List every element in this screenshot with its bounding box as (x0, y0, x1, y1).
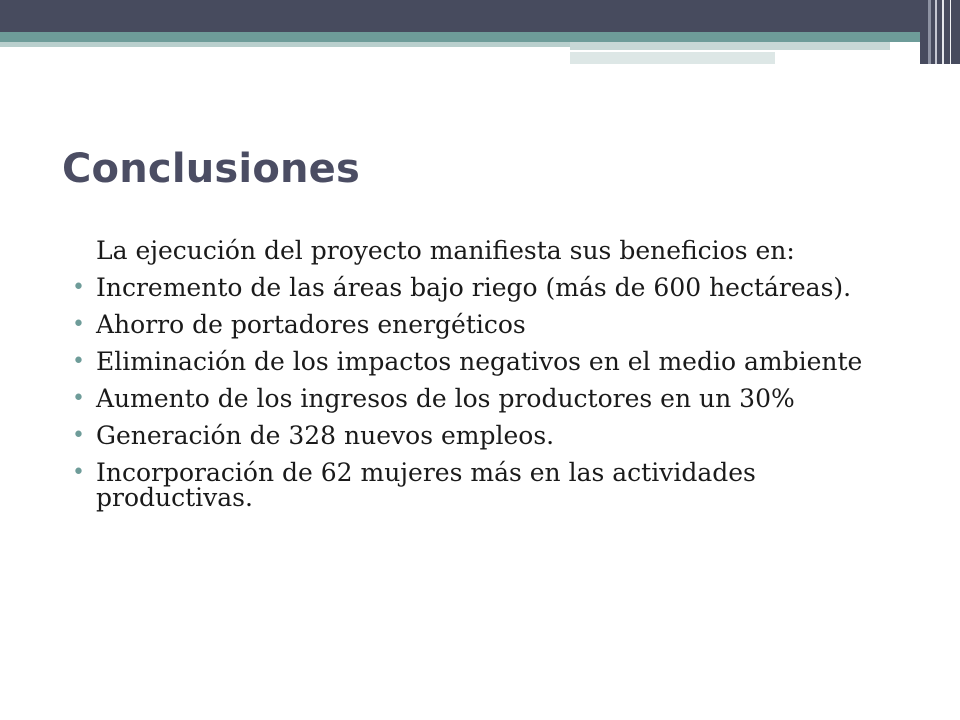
list-item-text: Incorporación de 62 mujeres más en las actividades productivas. (96, 458, 756, 512)
list-item-text: Eliminación de los impactos negativos en el medio ambiente (96, 347, 863, 376)
list-item (72, 421, 916, 450)
slide-body (72, 236, 916, 522)
intro-text: La ejecución del proyecto manifiesta sus beneficios en: (96, 236, 795, 265)
header-corner-line (942, 0, 944, 64)
list-item (72, 458, 916, 512)
bullet-list (72, 273, 916, 512)
header-band-light (0, 42, 570, 47)
bullet-icon: • (72, 386, 85, 411)
list-item-text: Ahorro de portadores energéticos (96, 310, 526, 339)
header-band-step-lower (570, 52, 775, 64)
list-item (72, 347, 916, 376)
bullet-icon: • (72, 349, 85, 374)
list-item-text: Incremento de las áreas bajo riego (más de 600 hectáreas). (96, 273, 852, 302)
header-band-step (570, 42, 890, 50)
bullet-icon: • (72, 423, 85, 448)
bullet-icon: • (72, 275, 85, 300)
header-corner-line (950, 0, 951, 64)
header-corner-strip (920, 0, 960, 64)
header-corner-line (928, 0, 931, 64)
header-corner-line (935, 0, 937, 64)
header-band-dark (0, 0, 960, 32)
slide-title: Conclusiones (62, 146, 361, 192)
list-item-text: Aumento de los ingresos de los productores en un 30% (96, 384, 795, 413)
list-item (72, 310, 916, 339)
bullet-icon: • (72, 460, 85, 485)
bullet-icon: • (72, 312, 85, 337)
list-item (72, 384, 916, 413)
header-band-teal (0, 32, 960, 42)
list-item (72, 273, 916, 302)
list-item-text: Generación de 328 nuevos empleos. (96, 421, 555, 450)
